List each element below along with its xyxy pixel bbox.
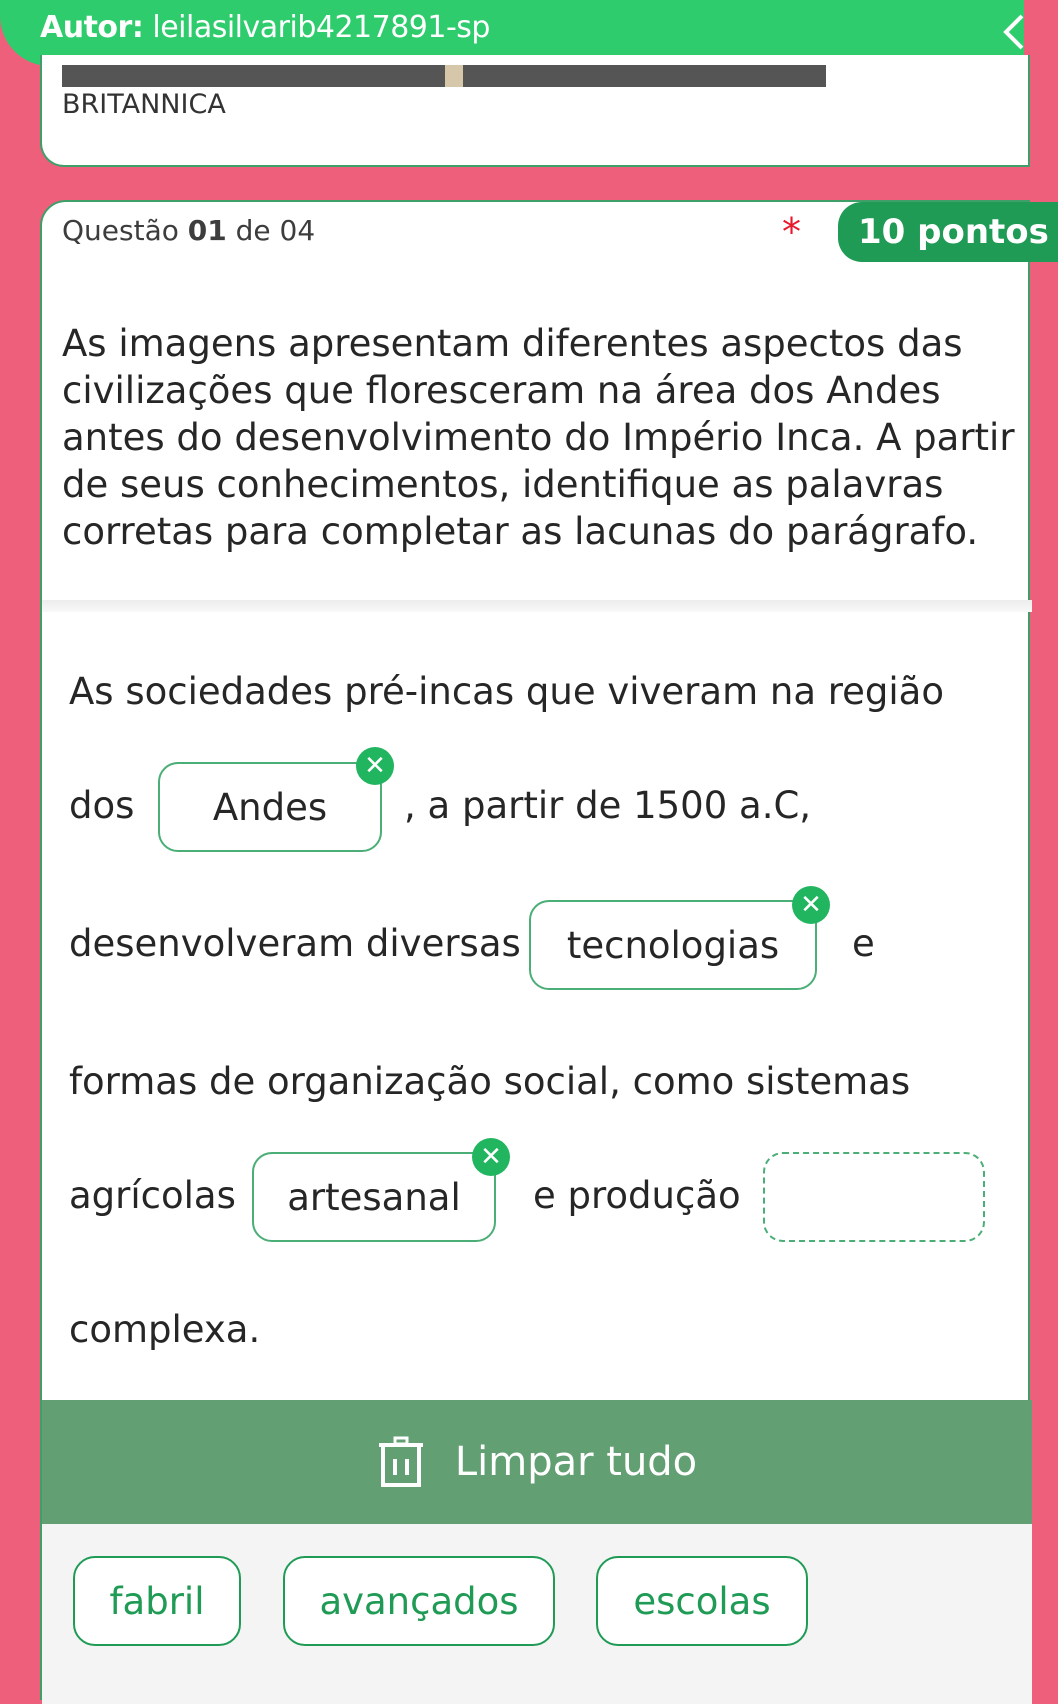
question-counter — [62, 214, 315, 247]
points-badge: 10 pontos — [838, 202, 1058, 262]
paragraph-line-2-suffix: , a partir de 1500 a.C, — [404, 784, 812, 827]
question-card — [40, 200, 1049, 1700]
remove-blank-1-icon[interactable]: ✕ — [356, 747, 394, 785]
paragraph-line-2-prefix: dos — [69, 784, 135, 827]
question-number: 01 — [187, 214, 227, 247]
remove-blank-2-icon[interactable]: ✕ — [792, 886, 830, 924]
paragraph-line-3-suffix: e — [852, 922, 875, 965]
counter-suffix: de 04 — [226, 214, 316, 247]
author-label: Autor: — [40, 10, 144, 45]
paragraph-line-5-middle: e produção — [533, 1174, 741, 1217]
image-strip — [62, 65, 826, 87]
paragraph-line-6: complexa. — [69, 1308, 261, 1351]
paragraph-line-1: As sociedades pré-incas que viveram na região — [69, 670, 944, 713]
clear-all-label: Limpar tudo — [454, 1439, 698, 1485]
option-fabril[interactable]: fabril — [73, 1556, 241, 1646]
option-escolas[interactable]: escolas — [596, 1556, 808, 1646]
blank-4-empty[interactable] — [763, 1152, 985, 1242]
blank-1-word: Andes — [212, 785, 328, 829]
blank-2-word: tecnologias — [566, 923, 780, 967]
blank-3[interactable] — [252, 1152, 496, 1242]
paragraph-line-3-prefix: desenvolveram diversas — [69, 922, 521, 965]
option-avancados[interactable]: avançados — [283, 1556, 555, 1646]
required-asterisk-icon: * — [782, 210, 801, 254]
blank-2[interactable] — [529, 900, 817, 990]
blank-1[interactable] — [158, 762, 382, 852]
remove-blank-3-icon[interactable]: ✕ — [472, 1138, 510, 1176]
paragraph-line-5-prefix: agrícolas — [69, 1174, 236, 1217]
blank-3-word: artesanal — [287, 1175, 461, 1219]
author-text — [40, 10, 490, 45]
trash-icon — [377, 1437, 425, 1487]
word-options — [42, 1524, 1032, 1704]
divider — [42, 600, 1032, 612]
question-statement: As imagens apresentam diferentes aspectos das civilizações que floresceram na área dos Andes antes do desenvolvimento do Império Inca. A partir de seus conhecimentos, identifique as palavras corretas para completar as lacunas do parágrafo. — [62, 322, 1015, 553]
counter-prefix: Questão — [62, 214, 188, 247]
previous-question-card — [40, 55, 1030, 167]
paragraph-line-4: formas de organização social, como sistemas — [69, 1060, 911, 1103]
clear-all-button[interactable] — [42, 1400, 1032, 1524]
image-source: BRITANNICA — [62, 89, 226, 120]
chevron-left-icon[interactable] — [998, 12, 1024, 52]
author-name: leilasilvarib4217891-sp — [143, 10, 490, 45]
